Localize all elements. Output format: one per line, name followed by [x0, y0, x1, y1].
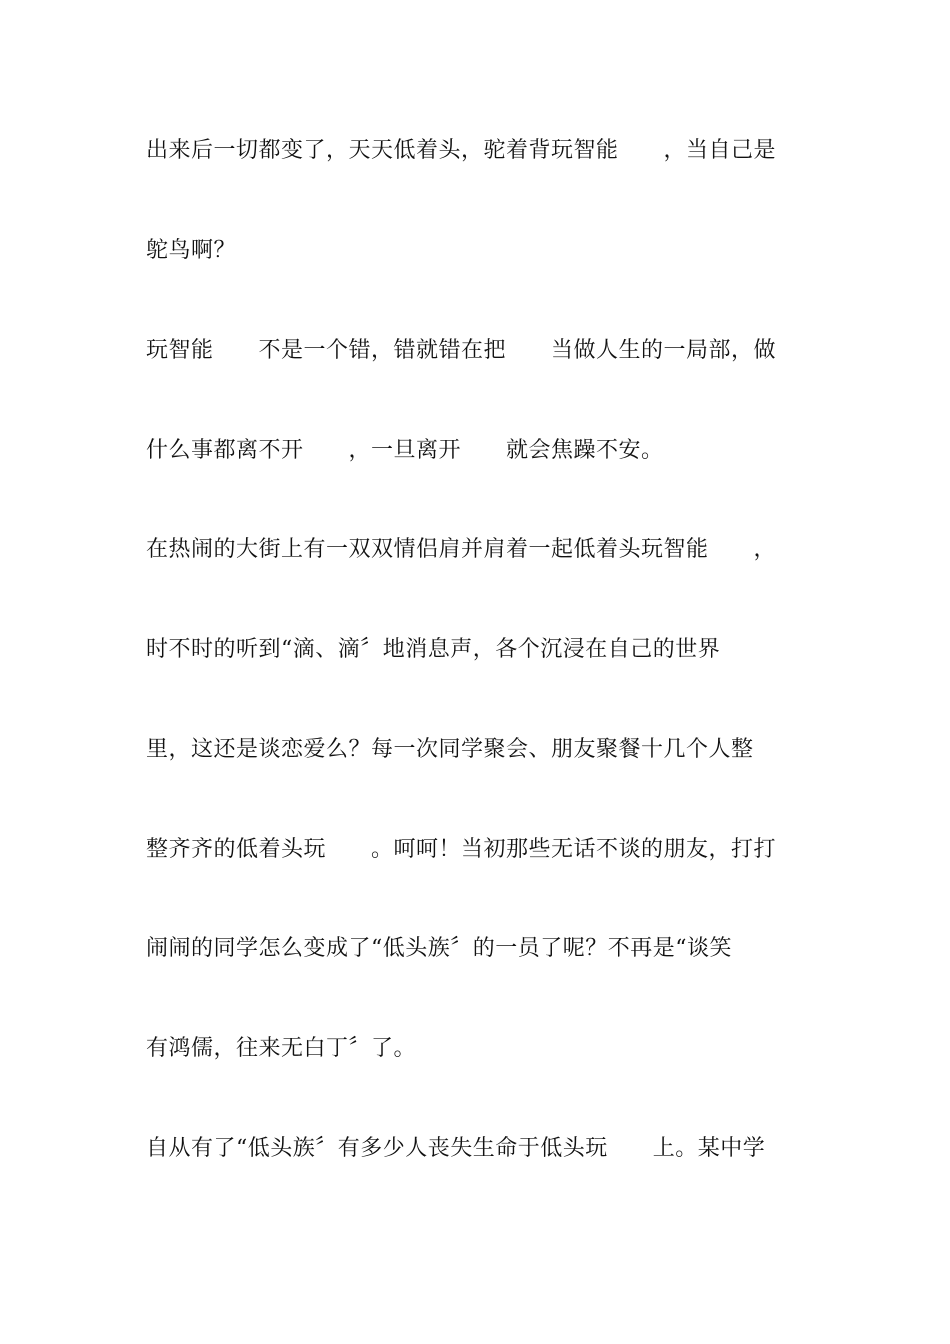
text-line: 玩智能 不是一个错，错就错在把 当做人生的一局部，做: [146, 338, 777, 363]
text-line: 出来后一切都变了，天天低着头，驼着背玩智能 ，当自己是: [146, 138, 777, 163]
text-line: 在热闹的大街上有一双双情侣肩并肩着一起低着头玩智能 ，: [146, 537, 777, 562]
text-line: 闹闹的同学怎么变成了“低头族〞的一员了呢？不再是“谈笑: [146, 936, 732, 961]
text-line: 整齐齐的低着头玩 。呵呵！当初那些无话不谈的朋友，打打: [146, 837, 777, 862]
text-line: 自从有了“低头族〞有多少人丧失生命于低头玩 上。某中学: [146, 1136, 766, 1161]
text-line: 鸵鸟啊？: [146, 238, 237, 263]
text-line: 有鸿儒，往来无白丁〞了。: [146, 1036, 417, 1061]
text-line: 里，这还是谈恋爱么？每一次同学聚会、朋友聚餐十几个人整: [146, 737, 754, 762]
text-line: 时不时的听到“滴、滴〞地消息声，各个沉浸在自己的世界: [146, 637, 721, 662]
text-line: 什么事都离不开 ，一旦离开 就会焦躁不安。: [146, 438, 664, 463]
